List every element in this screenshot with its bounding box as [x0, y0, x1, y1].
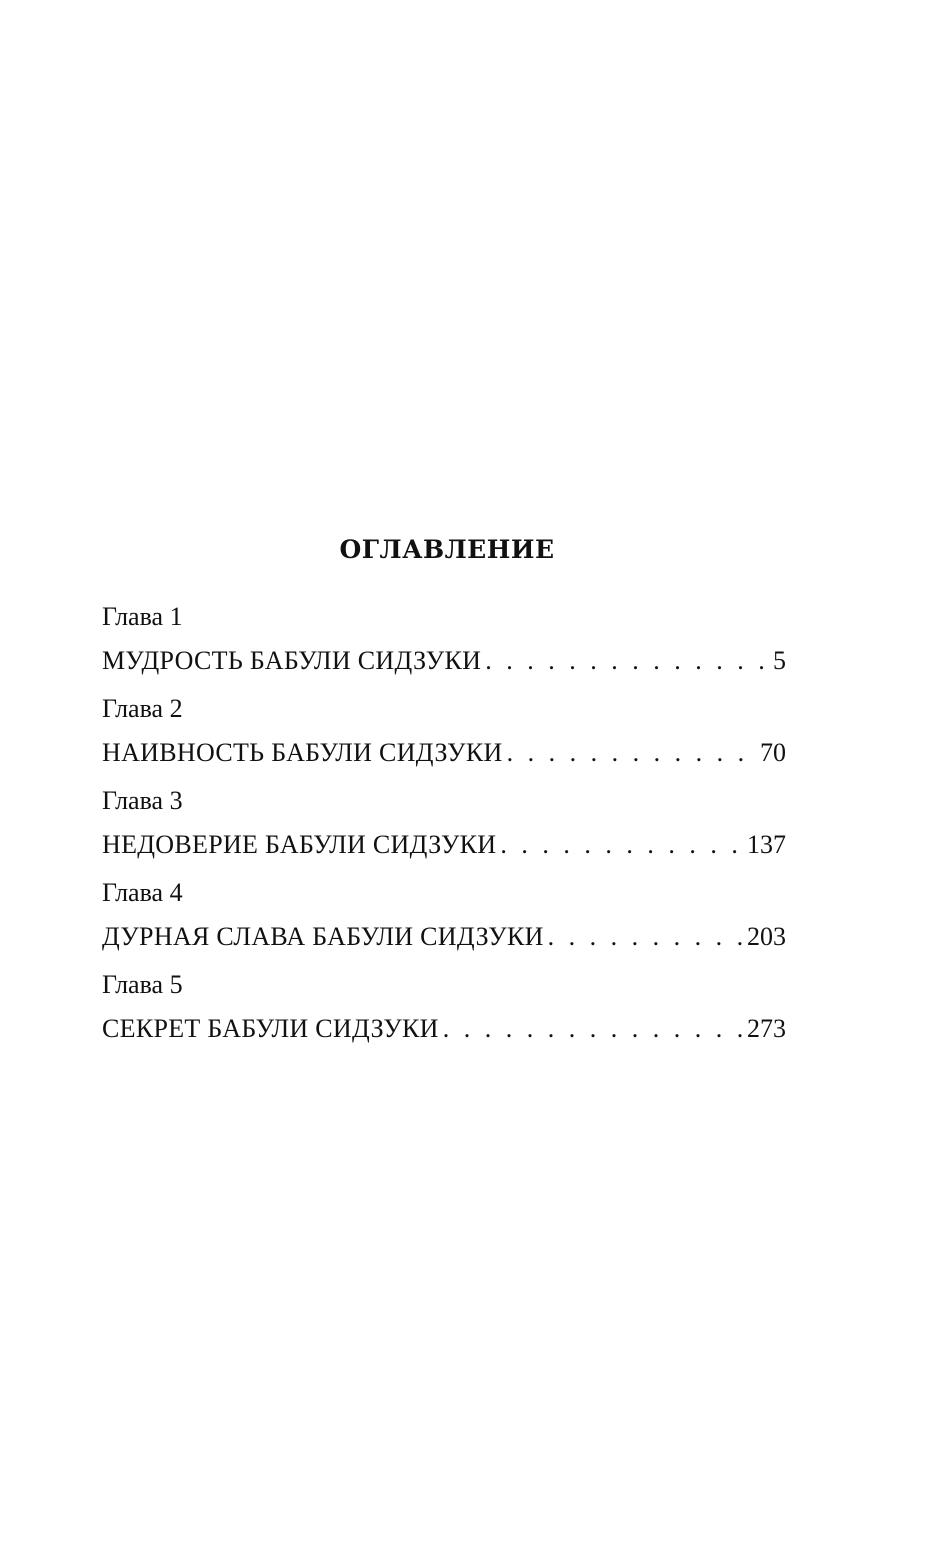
page-number: 5 [773, 646, 786, 675]
chapter-label: Глава 3 [102, 786, 183, 815]
chapter-label: Глава 1 [102, 602, 183, 631]
toc-line [102, 915, 786, 959]
toc-line [102, 1007, 786, 1051]
toc-entry-4 [102, 870, 786, 962]
toc-line [102, 823, 786, 867]
dot-leader [481, 639, 773, 683]
dot-leader [496, 823, 747, 867]
chapter-label: Глава 4 [102, 878, 183, 907]
page-number: 137 [747, 830, 786, 859]
toc-entry-2 [102, 686, 786, 778]
toc-line [102, 639, 786, 683]
chapter-label: Глава 2 [102, 694, 183, 723]
chapter-title: СЕКРЕТ БАБУЛИ СИДЗУКИ [102, 1014, 439, 1043]
toc-title: ОГЛАВЛЕНИЕ [339, 535, 555, 564]
chapter-title: ДУРНАЯ СЛАВА БАБУЛИ СИДЗУКИ [102, 922, 544, 951]
dot-leader [503, 731, 760, 775]
page-number: 70 [760, 738, 786, 767]
toc-line [102, 731, 786, 775]
dot-leader [439, 1007, 747, 1051]
dot-leader [544, 915, 747, 959]
chapter-title: НЕДОВЕРИЕ БАБУЛИ СИДЗУКИ [102, 830, 497, 859]
table-of-contents [102, 528, 786, 1054]
page-number: 203 [747, 922, 786, 951]
chapter-title: НАИВНОСТЬ БАБУЛИ СИДЗУКИ [102, 738, 503, 767]
toc-entry-1 [102, 594, 786, 686]
toc-entry-5 [102, 962, 786, 1054]
chapter-label: Глава 5 [102, 970, 183, 999]
chapter-title: МУДРОСТЬ БАБУЛИ СИДЗУКИ [102, 646, 482, 675]
toc-entry-3 [102, 778, 786, 870]
page-number: 273 [747, 1014, 786, 1043]
